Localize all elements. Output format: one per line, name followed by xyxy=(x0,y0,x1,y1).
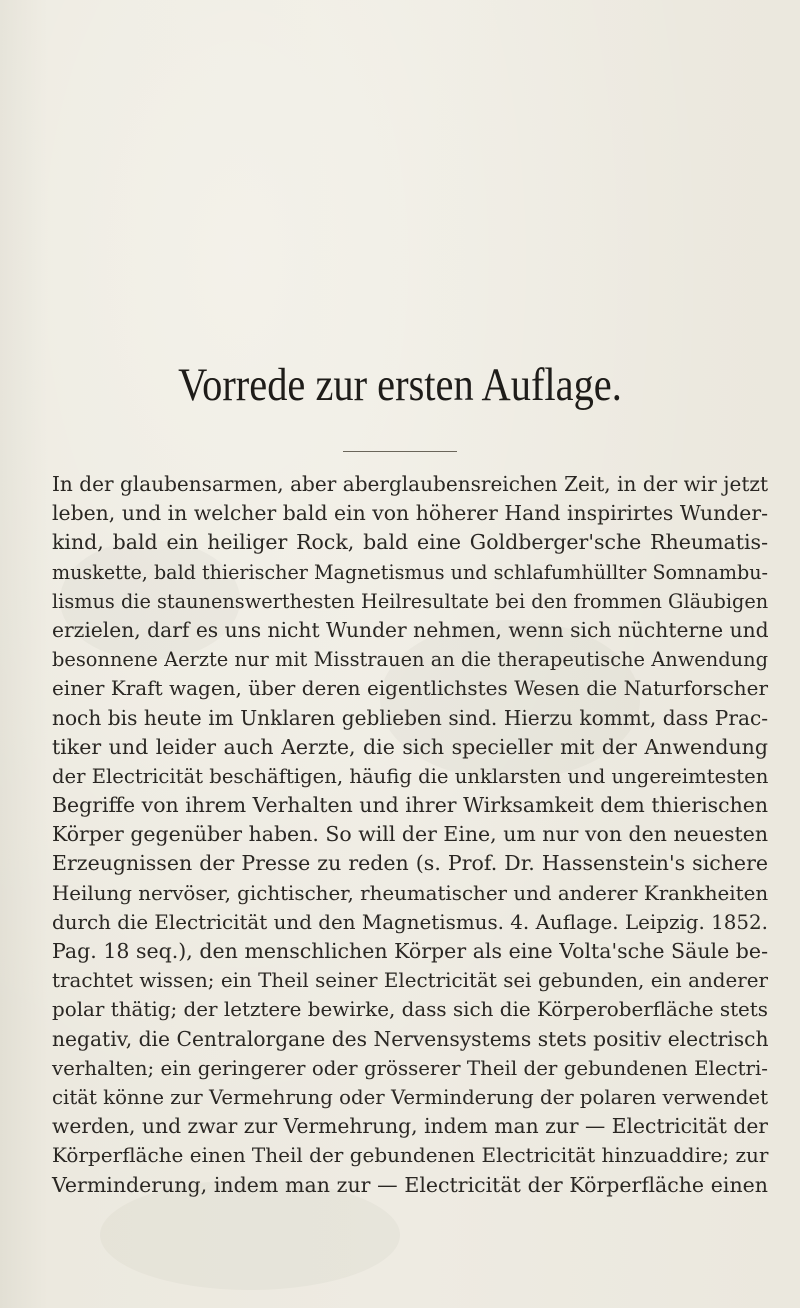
text-line: Körperfläche einen Theil der gebundenen Electricität hinzuaddire; zur xyxy=(52,1143,769,1168)
text-line: leben, und in welcher bald ein von höherer Hand inspirirtes Wunder- xyxy=(52,501,768,526)
text-line: cität könne zur Vermehrung oder Verminderung der polaren verwendet xyxy=(52,1085,768,1109)
text-line: lismus die staunenswerthesten Heilresultate bei den frommen Gläubigen xyxy=(52,589,769,613)
text-line: kind, bald ein heiliger Rock, bald eine Goldberger'sche Rheumatis- xyxy=(52,530,768,555)
preface-body xyxy=(52,470,768,1200)
text-line: Heilung nervöser, gichtischer, rheumatischer und anderer Krankheiten xyxy=(52,881,769,905)
text-line: Erzeugnissen der Presse zu reden (s. Prof. Dr. Hassenstein's sichere xyxy=(52,851,768,876)
text-line: In der glaubensarmen, aber aberglaubensreichen Zeit, in der wir jetzt xyxy=(52,472,768,496)
text-line: durch die Electricität und den Magnetismus. 4. Auflage. Leipzig. 1852. xyxy=(52,910,768,934)
text-line: der Electricität beschäftigen, häufig die unklarsten und ungereimtesten xyxy=(52,764,769,788)
text-line: Körper gegenüber haben. So will der Eine, um nur von den neuesten xyxy=(52,822,768,847)
text-line: Pag. 18 seq.), den menschlichen Körper als eine Volta'sche Säule be- xyxy=(52,939,768,963)
text-line: tiker und leider auch Aerzte, die sich specieller mit der Anwendung xyxy=(52,734,768,759)
text-line: noch bis heute im Unklaren geblieben sind. Hierzu kommt, dass Prac- xyxy=(52,705,768,730)
title-divider xyxy=(343,451,457,452)
text-line: erzielen, darf es uns nicht Wunder nehmen, wenn sich nüchterne und xyxy=(52,617,769,642)
text-line: besonnene Aerzte nur mit Misstrauen an die therapeutische Anwendung xyxy=(52,648,768,672)
text-line: Begriffe von ihrem Verhalten und ihrer Wirksamkeit dem thierischen xyxy=(52,793,768,818)
text-line: verhalten; ein geringerer oder grösserer Theil der gebundenen Electri- xyxy=(52,1056,768,1080)
text-line: Verminderung, indem man zur — Electricität der Körperfläche einen xyxy=(52,1172,768,1197)
text-line: einer Kraft wagen, über deren eigentlichstes Wesen die Naturforscher xyxy=(52,676,768,701)
page-title: Vorrede zur ersten Auflage. xyxy=(178,359,622,411)
text-line: werden, und zwar zur Vermehrung, indem man zur — Electricität der xyxy=(52,1114,768,1139)
text-line: trachtet wissen; ein Theil seiner Electricität sei gebunden, ein anderer xyxy=(52,969,768,993)
text-line: muskette, bald thierischer Magnetismus und schlafumhüllter Somnambu- xyxy=(52,560,768,584)
text-line: negativ, die Centralorgane des Nervensystems stets positiv electrisch xyxy=(52,1026,769,1051)
text-line: polar thätig; der letztere bewirke, dass sich die Körperoberfläche stets xyxy=(52,998,768,1022)
